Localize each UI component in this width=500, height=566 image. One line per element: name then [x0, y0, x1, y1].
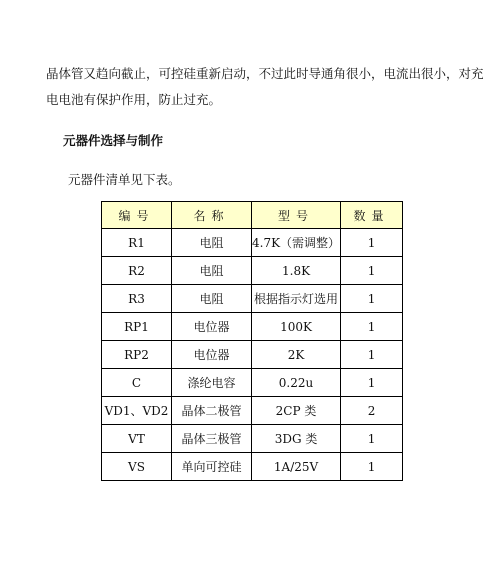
cell-model: 3DG 类	[252, 425, 341, 453]
cell-name: 电位器	[172, 313, 252, 341]
cell-model: 100K	[252, 313, 341, 341]
table-row	[102, 341, 403, 369]
cell-model: 4.7K（需调整）	[252, 229, 341, 257]
cell-number: R1	[102, 229, 172, 257]
cell-quantity: 2	[341, 397, 403, 425]
cell-number: VS	[102, 453, 172, 481]
cell-quantity: 1	[341, 341, 403, 369]
cell-quantity: 1	[341, 257, 403, 285]
table-row	[102, 313, 403, 341]
cell-name: 电阻	[172, 285, 252, 313]
cell-number: R3	[102, 285, 172, 313]
cell-name: 涤纶电容	[172, 369, 252, 397]
cell-quantity: 1	[341, 425, 403, 453]
table-row	[102, 285, 403, 313]
cell-quantity: 1	[341, 453, 403, 481]
cell-name: 电阻	[172, 257, 252, 285]
cell-name: 单向可控硅	[172, 453, 252, 481]
component-list-table	[101, 201, 403, 481]
cell-quantity: 1	[341, 369, 403, 397]
header-number: 编号	[102, 202, 172, 229]
table-row	[102, 229, 403, 257]
cell-number: C	[102, 369, 172, 397]
cell-name: 晶体三极管	[172, 425, 252, 453]
cell-model: 2K	[252, 341, 341, 369]
cell-model: 1.8K	[252, 257, 341, 285]
header-quantity: 数量	[341, 202, 403, 229]
cell-number: R2	[102, 257, 172, 285]
table-row	[102, 369, 403, 397]
cell-quantity: 1	[341, 229, 403, 257]
cell-number: VD1、VD2	[102, 397, 172, 425]
cell-name: 电阻	[172, 229, 252, 257]
table-intro: 元器件清单见下表。	[68, 172, 181, 187]
table-row	[102, 425, 403, 453]
section-heading: 元器件选择与制作	[63, 133, 164, 148]
cell-number: RP1	[102, 313, 172, 341]
cell-quantity: 1	[341, 313, 403, 341]
cell-model: 2CP 类	[252, 397, 341, 425]
cell-number: RP2	[102, 341, 172, 369]
table-row	[102, 397, 403, 425]
cell-number: VT	[102, 425, 172, 453]
paragraph-line-2: 电电池有保护作用，防止过充。	[46, 92, 222, 107]
cell-model: 0.22u	[252, 369, 341, 397]
paragraph-line-1: 晶体管又趋向截止，可控硅重新启动，不过此时导通角很小，电流出很小，对充	[46, 66, 484, 81]
table-header-row	[102, 202, 403, 229]
table-row	[102, 257, 403, 285]
cell-model: 1A/25V	[252, 453, 341, 481]
cell-quantity: 1	[341, 285, 403, 313]
cell-name: 电位器	[172, 341, 252, 369]
cell-model: 根据指示灯选用	[252, 285, 341, 313]
header-name: 名称	[172, 202, 252, 229]
table-row	[102, 453, 403, 481]
header-model: 型号	[252, 202, 341, 229]
cell-name: 晶体二极管	[172, 397, 252, 425]
